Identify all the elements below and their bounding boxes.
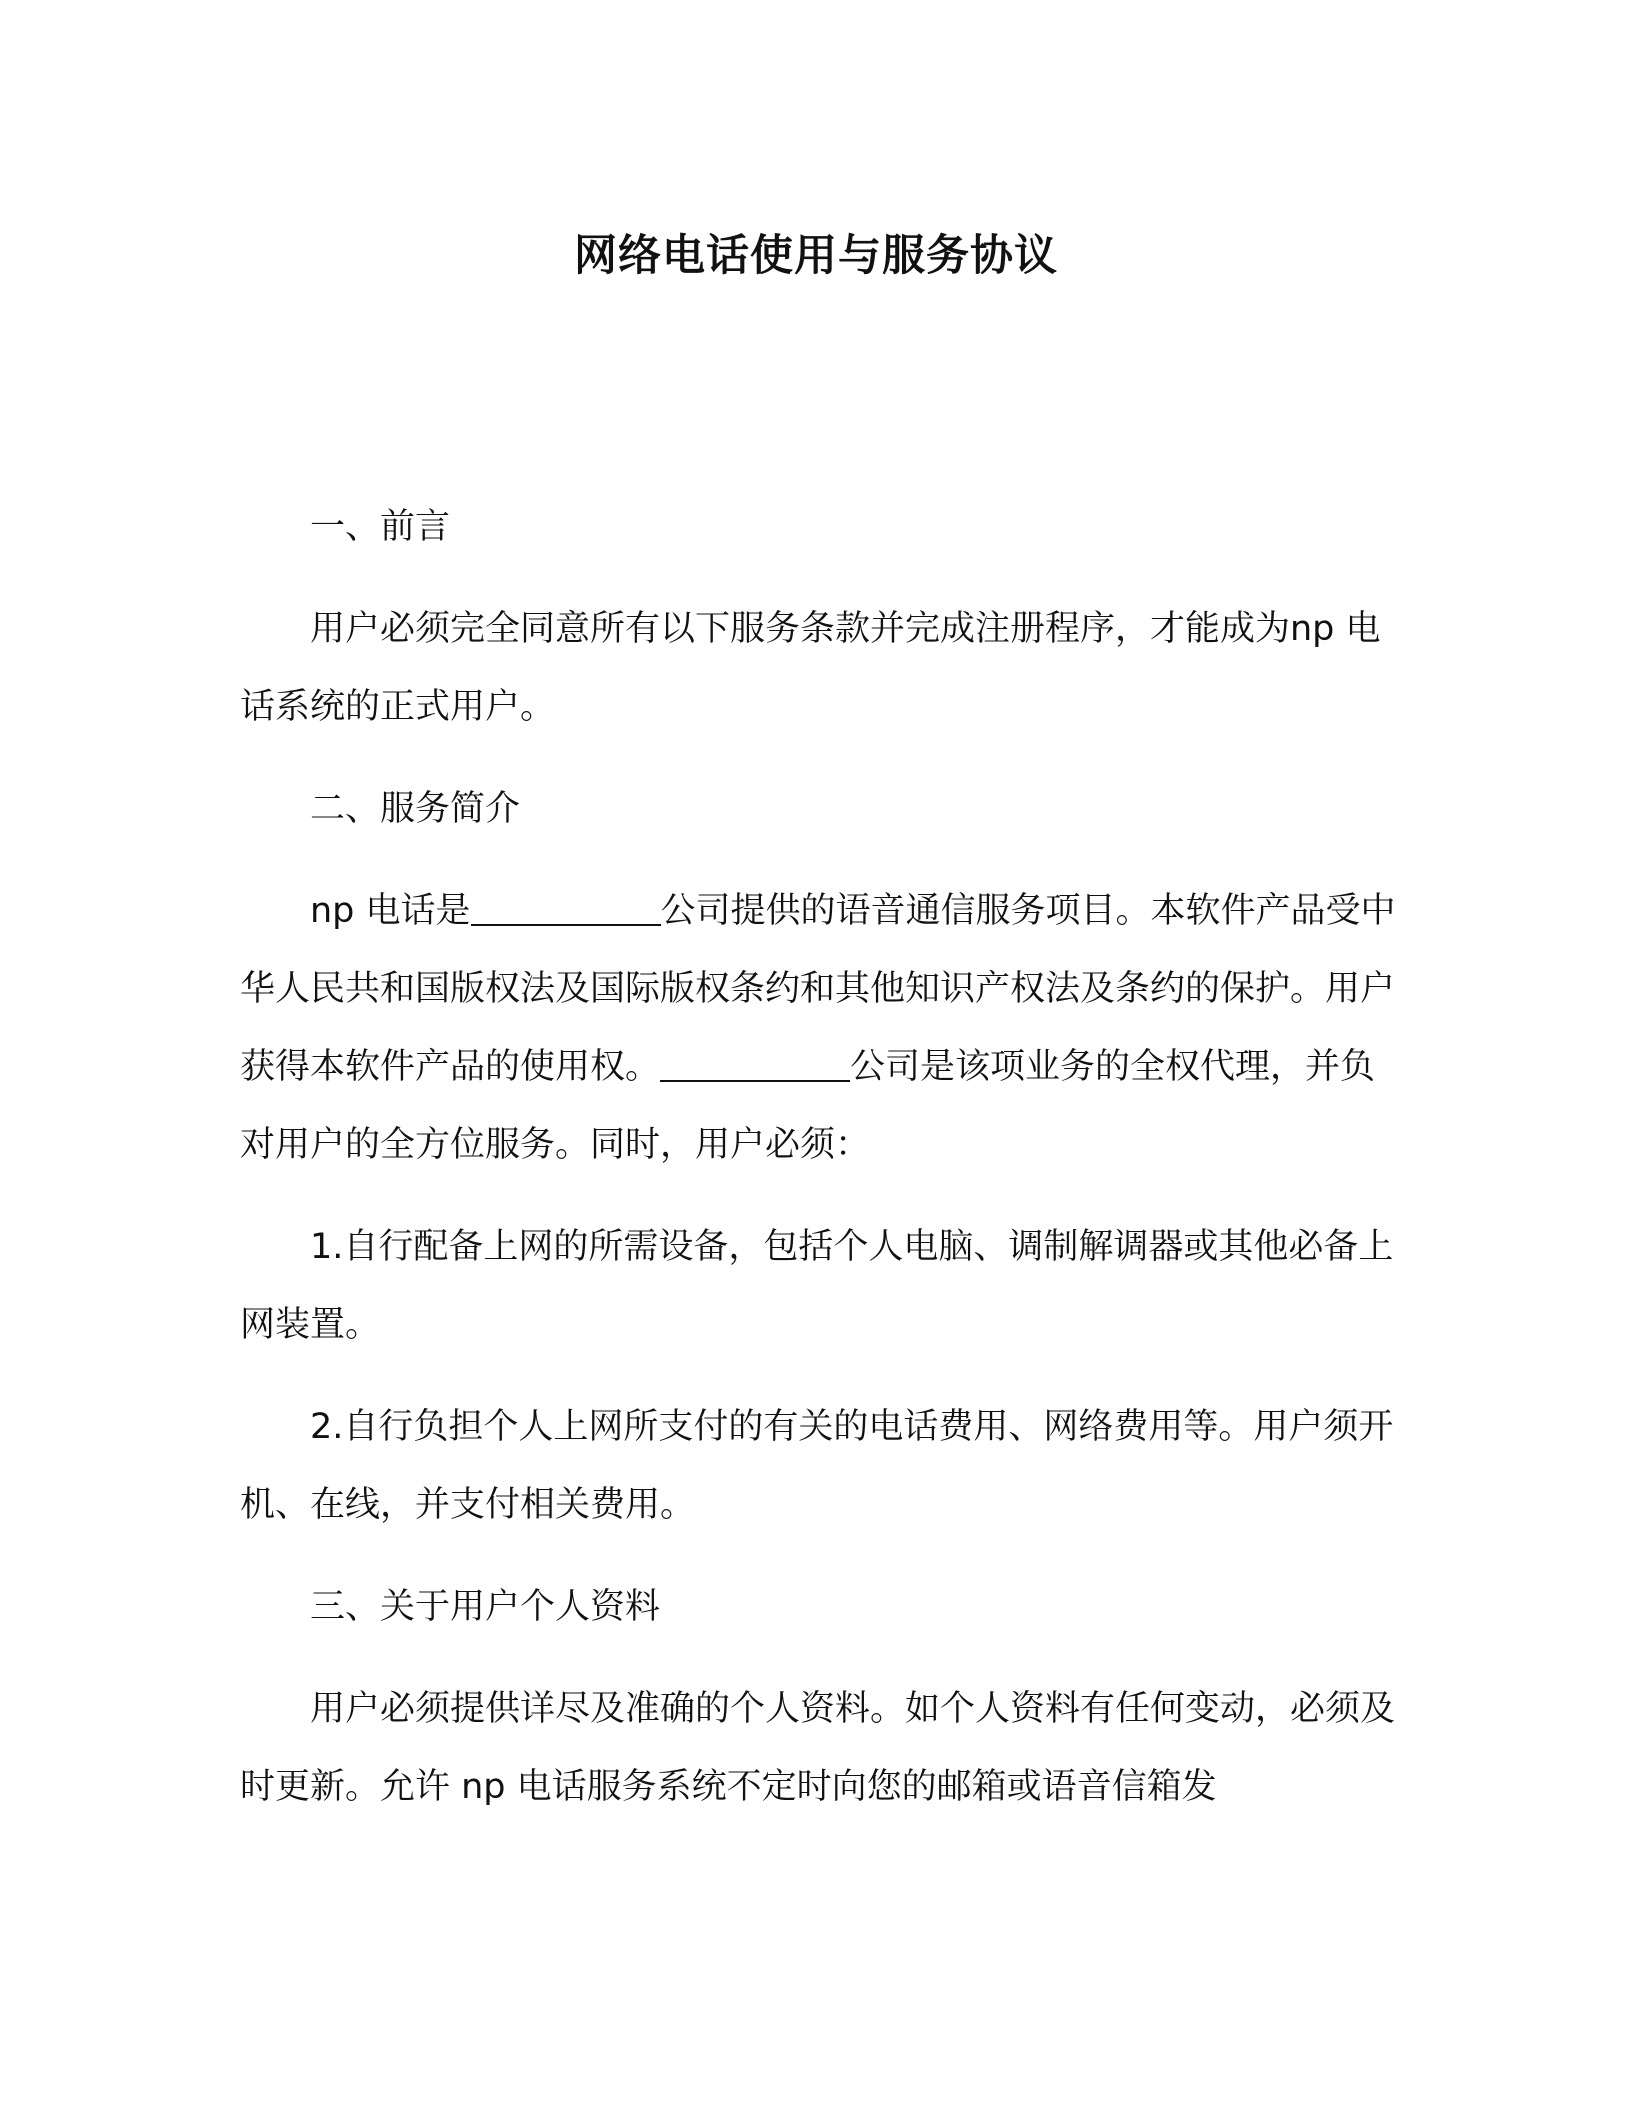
paragraph-service-intro bbox=[240, 872, 1400, 1184]
paragraph-preface: 用户必须完全同意所有以下服务条款并完成注册程序，才能成为np 电话系统的正式用户。 bbox=[240, 609, 1381, 727]
company-name-blank-1 bbox=[471, 894, 661, 926]
service-intro-text-1: np 电话是 bbox=[310, 891, 471, 931]
section-heading-personal-info: 三、关于用户个人资料 bbox=[310, 1587, 661, 1627]
service-intro-text-2: 公司提供的语音通信服务项目。本软件产品受中华人民共和国版权法及国际版权条约和其他知识产权法及条约的保护。用户获得本软件产品的使用权。 bbox=[240, 891, 1396, 1087]
document-body bbox=[240, 488, 1400, 1850]
paragraph-personal-info: 用户必须提供详尽及准确的个人资料。如个人资料有任何变动，必须及时更新。允许 np 电话服务系统不定时向您的邮箱或语音信箱发 bbox=[240, 1689, 1396, 1807]
section-heading-preface: 一、前言 bbox=[310, 507, 451, 547]
section-heading-service-intro: 二、服务简介 bbox=[310, 789, 521, 829]
list-item-fees: 2.自行负担个人上网所支付的有关的电话费用、网络费用等。用户须开机、在线，并支付相关费用。 bbox=[240, 1407, 1394, 1525]
list-item-equipment: 1.自行配备上网的所需设备，包括个人电脑、调制解调器或其他必备上网装置。 bbox=[240, 1227, 1394, 1345]
service-intro-text-3: 公司是该项业务的全权代理，并负对用户的全方位服务。同时，用户必须： bbox=[240, 1047, 1376, 1165]
company-name-blank-2 bbox=[660, 1050, 850, 1082]
document-title: 网络电话使用与服务协议 bbox=[574, 231, 1058, 281]
